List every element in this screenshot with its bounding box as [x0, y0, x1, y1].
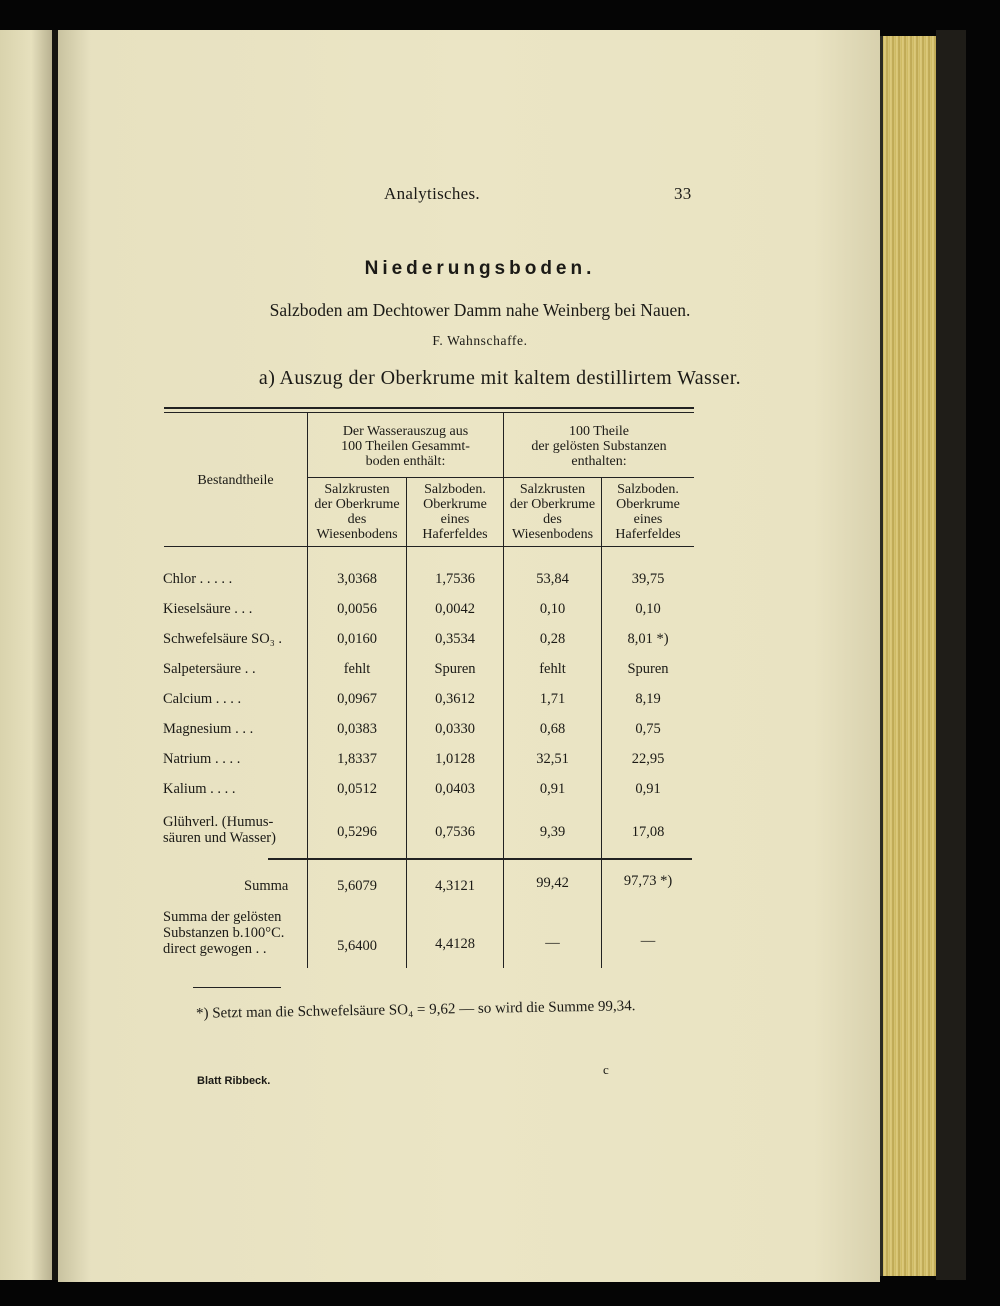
page-number: 33	[674, 184, 692, 203]
group-header-2: 100 Theile der gelösten Substanzen enthalten:	[531, 424, 667, 469]
column-header: Salzkrusten der Oberkrume des Wiesenbodens	[314, 482, 400, 542]
group-header-1: Der Wasserauszug aus 100 Theilen Gesammt- boden enthält:	[341, 424, 470, 469]
blatt-note: Blatt Ribbeck.	[197, 1075, 271, 1087]
row-header: Bestandtheile	[197, 473, 274, 488]
running-title: Analytisches.	[384, 184, 480, 203]
page-title: Niederungsboden.	[364, 258, 596, 279]
table-top-rule	[164, 407, 694, 409]
column-header: Salzboden. Oberkrume eines Haferfeldes	[422, 482, 488, 542]
left-page-edge	[0, 30, 52, 1280]
footnote-rule	[193, 987, 281, 988]
column-header: Salzboden. Oberkrume eines Haferfeldes	[615, 482, 681, 542]
footnote: *) Setzt man die Schwefelsäure SO₄ = 9,62 — so wird die Summe 99,34.	[195, 998, 636, 1022]
page-edges	[880, 36, 939, 1276]
author: F. Wahnschaffe.	[432, 333, 528, 348]
signature-mark: c	[603, 1062, 609, 1077]
section-heading: a) Auszug der Oberkrume mit kaltem destillirtem Wasser.	[258, 367, 742, 389]
header-bottom-rule	[164, 546, 694, 547]
header-divider	[308, 477, 694, 478]
subtitle: Salzboden am Dechtower Damm nahe Weinberg bei Nauen.	[269, 300, 691, 320]
page	[58, 30, 880, 1282]
book-cover	[936, 30, 966, 1280]
table-top-rule-2	[164, 412, 694, 413]
summa-rule	[268, 858, 692, 860]
column-header: Salzkrusten der Oberkrume des Wiesenbodens	[509, 482, 596, 542]
